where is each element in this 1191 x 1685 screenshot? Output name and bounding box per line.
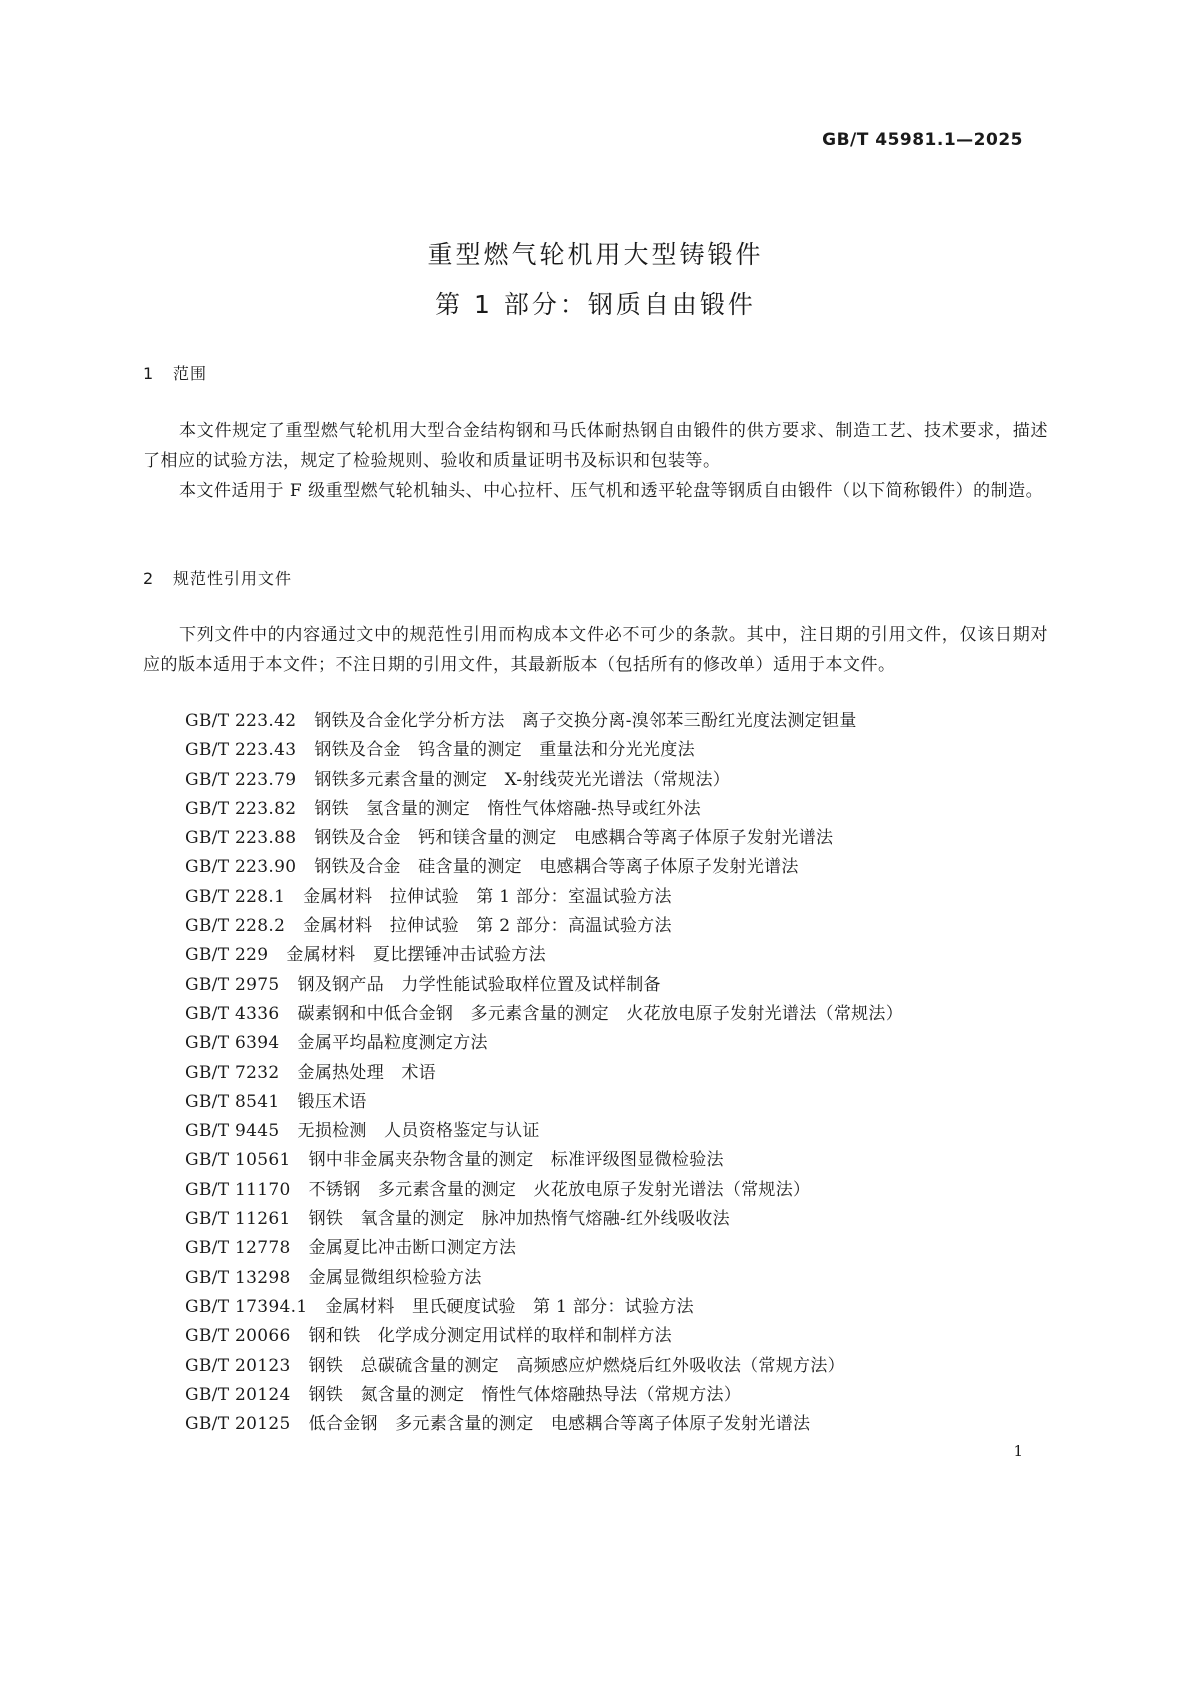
reference-title: 钢铁及合金化学分析方法 离子交换分离-溴邻苯三酚红光度法测定钽量 [314,711,857,731]
reference-code: GB/T 2975 [185,974,280,995]
reference-item [185,766,903,795]
reference-code: GB/T 229 [185,945,269,966]
reference-item [185,1293,903,1322]
reference-code: GB/T 13298 [185,1267,291,1288]
reference-code: GB/T 223.90 [185,857,297,878]
reference-code: GB/T 20123 [185,1355,291,1376]
reference-code: GB/T 17394.1 [185,1296,308,1317]
reference-title: 钢铁多元素含量的测定 X-射线荧光光谱法（常规法） [314,769,731,790]
reference-title: 钢铁 氧含量的测定 脉冲加热惰气熔融-红外线吸收法 [308,1209,730,1230]
reference-title: 钢和铁 化学成分测定用试样的取样和制样方法 [308,1326,672,1347]
reference-code: GB/T 12778 [185,1238,291,1259]
reference-title: 金属材料 拉伸试验 第 2 部分：高温试验方法 [303,916,672,937]
reference-title: 低合金钢 多元素含量的测定 电感耦合等离子体原子发射光谱法 [308,1414,811,1435]
section-title: 规范性引用文件 [173,569,293,588]
reference-item [185,1176,903,1205]
reference-title: 无损检测 人员资格鉴定与认证 [297,1121,540,1142]
reference-title: 金属热处理 术语 [297,1062,436,1083]
title-line-2: 第 1 部分：钢质自由锻件 [435,290,756,319]
reference-item [185,883,903,912]
reference-item [185,1088,903,1117]
reference-title: 金属显微组织检验方法 [308,1267,482,1288]
reference-title: 金属材料 里氏硬度试验 第 1 部分：试验方法 [325,1296,694,1317]
reference-item [185,912,903,941]
reference-code: GB/T 4336 [185,1003,280,1024]
reference-item [185,824,903,853]
reference-item [185,1146,903,1175]
reference-code: GB/T 20125 [185,1414,291,1435]
reference-title: 不锈钢 多元素含量的测定 火花放电原子发射光谱法（常规法） [308,1179,811,1200]
reference-code: GB/T 228.2 [185,916,286,937]
reference-title: 钢铁 氢含量的测定 惰性气体熔融-热导或红外法 [314,798,701,819]
reference-item [185,1234,903,1263]
reference-item [185,1322,903,1351]
reference-title: 钢铁 总碳硫含量的测定 高频感应炉燃烧后红外吸收法（常规方法） [308,1355,845,1376]
reference-item [185,1410,903,1439]
reference-code: GB/T 223.88 [185,828,297,849]
reference-title: 金属材料 拉伸试验 第 1 部分：室温试验方法 [303,886,672,907]
document-title [0,230,1191,330]
standard-code: GB/T 45981.1—2025 [822,130,1023,150]
reference-item [185,1352,903,1381]
section-heading-scope [143,361,207,384]
page-number: 1 [1013,1442,1023,1460]
reference-code: GB/T 10561 [185,1150,291,1171]
reference-code: GB/T 8541 [185,1091,280,1112]
reference-title: 钢中非金属夹杂物含量的测定 标准评级图显微检验法 [308,1150,724,1171]
reference-list [185,707,903,1439]
reference-item [185,736,903,765]
reference-code: GB/T 20124 [185,1384,291,1405]
reference-title: 金属夏比冲击断口测定方法 [308,1238,517,1259]
section-heading-normative-references [143,566,292,589]
reference-title: 碳素钢和中低合金钢 多元素含量的测定 火花放电原子发射光谱法（常规法） [297,1003,904,1024]
reference-item [185,1381,903,1410]
reference-code: GB/T 228.1 [185,886,286,907]
reference-code: GB/T 223.43 [185,740,297,761]
reference-code: GB/T 9445 [185,1121,280,1142]
reference-item [185,1264,903,1293]
reference-code: GB/T 7232 [185,1062,280,1083]
reference-code: GB/T 223.42 [185,711,297,731]
reference-title: 钢铁 氮含量的测定 惰性气体熔融热导法（常规方法） [308,1384,742,1405]
reference-item [185,707,903,736]
section-title: 范围 [173,364,208,383]
reference-title: 钢铁及合金 硅含量的测定 电感耦合等离子体原子发射光谱法 [314,857,799,878]
reference-title: 钢及钢产品 力学性能试验取样位置及试样制备 [297,974,661,995]
reference-title: 钢铁及合金 钨含量的测定 重量法和分光光度法 [314,740,695,761]
references-intro: 下列文件中的内容通过文中的规范性引用而构成本文件必不可少的条款。其中，注日期的引用文件，仅该日期对应的版本适用于本文件；不注日期的引用文件，其最新版本（包括所有的修改单）适用于本文件。 [143,625,1048,675]
reference-code: GB/T 11170 [185,1179,291,1200]
reference-item [185,795,903,824]
section-number: 1 [143,364,155,383]
section-number: 2 [143,569,155,588]
reference-item [185,941,903,970]
reference-item [185,1000,903,1029]
reference-code: GB/T 223.79 [185,769,297,790]
reference-title: 金属平均晶粒度测定方法 [297,1033,488,1054]
scope-paragraph-2: 本文件适用于 F 级重型燃气轮机轴头、中心拉杆、压气机和透平轮盘等钢质自由锻件（以下简称锻件）的制造。 [179,481,1044,501]
reference-item [185,1029,903,1058]
scope-paragraph-1: 本文件规定了重型燃气轮机用大型合金结构钢和马氏体耐热钢自由锻件的供方要求、制造工艺、技术要求，描述了相应的试验方法，规定了检验规则、验收和质量证明书及标识和包装等。 [143,421,1048,471]
reference-code: GB/T 223.82 [185,798,297,819]
title-line-1: 重型燃气轮机用大型铸锻件 [427,240,764,269]
reference-title: 钢铁及合金 钙和镁含量的测定 电感耦合等离子体原子发射光谱法 [314,828,834,849]
reference-title: 金属材料 夏比摆锤冲击试验方法 [286,945,546,966]
reference-title: 锻压术语 [297,1091,367,1112]
reference-code: GB/T 11261 [185,1209,291,1230]
reference-code: GB/T 6394 [185,1033,280,1054]
reference-item [185,1059,903,1088]
reference-item [185,971,903,1000]
reference-item [185,1117,903,1146]
reference-code: GB/T 20066 [185,1326,291,1347]
reference-item [185,853,903,882]
reference-item [185,1205,903,1234]
